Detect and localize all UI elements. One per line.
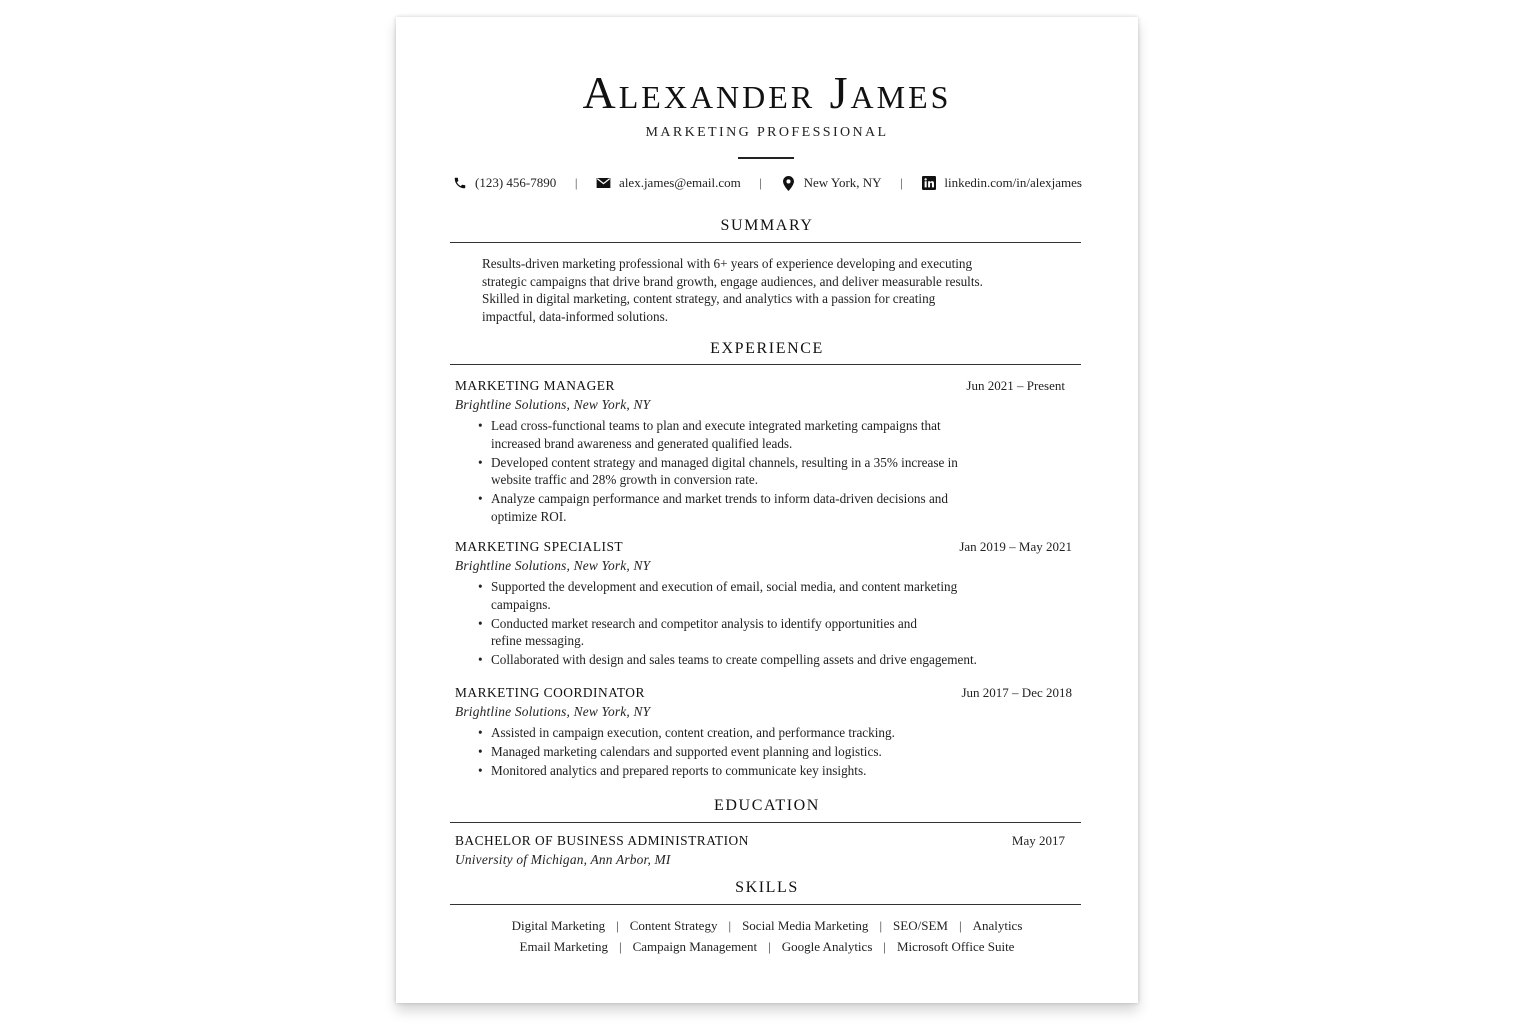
skill-item: Social Media Marketing <box>742 918 869 933</box>
job-entry <box>455 539 1075 670</box>
title-divider <box>738 157 794 159</box>
job-entry <box>455 378 1075 527</box>
job-company: Brightline Solutions, New York, NY <box>455 558 651 573</box>
experience-rule <box>450 364 1081 365</box>
summary-line: Results-driven marketing professional with 6+ years of experience developing and executing <box>482 256 973 271</box>
skills-list <box>396 915 1138 957</box>
degree-date: May 2017 <box>1011 833 1065 848</box>
skills-rule <box>450 904 1081 905</box>
skill-item: Analytics <box>972 918 1023 933</box>
job-bullet: • Collaborated with design and sales teams to create compelling assets and drive engagement. <box>491 651 1075 669</box>
location-pin-icon <box>781 176 796 191</box>
summary-heading: SUMMARY <box>720 217 814 234</box>
email-text: alex.james@email.com <box>619 175 741 190</box>
job-entry <box>455 685 1075 780</box>
skill-item: SEO/SEM <box>893 918 948 933</box>
skill-item: Google Analytics <box>781 939 873 954</box>
job-bullet: • Conducted market research and competitor analysis to identify opportunities and refine messaging. <box>491 615 1075 651</box>
resume-page <box>396 17 1138 1003</box>
job-bullet: • Developed content strategy and managed digital channels, resulting in a 35% increase in website traffic and 28% growth in conversion rate. <box>491 454 1075 490</box>
job-bullets <box>455 578 1075 669</box>
skills-row: Digital Marketing | Content Strategy | Social Media Marketing | SEO/SEM | Analytics <box>511 918 1023 933</box>
job-date: Jan 2019 – May 2021 <box>959 539 1072 554</box>
degree-title: BACHELOR OF BUSINESS ADMINISTRATION <box>455 833 749 848</box>
contact-email <box>596 175 741 191</box>
phone-text: (123) 456-7890 <box>475 175 557 190</box>
skill-item: Content Strategy <box>629 918 718 933</box>
contact-linkedin <box>921 175 1082 191</box>
education-rule <box>450 822 1081 823</box>
job-bullets <box>455 417 1075 526</box>
education-entry <box>455 833 1075 868</box>
summary-line: strategic campaigns that drive brand growth, engage audiences, and deliver measurable results. <box>482 273 983 289</box>
job-bullet: • Monitored analytics and prepared reports to communicate key insights. <box>491 762 1075 780</box>
school-name: University of Michigan, Ann Arbor, MI <box>455 852 671 867</box>
job-bullet: • Supported the development and execution of email, social media, and content marketing campaigns. <box>491 578 1075 614</box>
job-title: MARKETING SPECIALIST <box>455 539 624 554</box>
linkedin-icon <box>921 176 936 191</box>
education-heading: EDUCATION <box>714 797 820 814</box>
job-bullet: • Assisted in campaign execution, content creation, and performance tracking. <box>491 724 1075 742</box>
summary-line: impactful, data-informed solutions. <box>482 308 669 324</box>
job-title: MARKETING MANAGER <box>455 378 615 393</box>
job-title: MARKETING COORDINATOR <box>455 685 645 700</box>
phone-icon <box>452 176 467 191</box>
linkedin-text: linkedin.com/in/alexjames <box>944 175 1082 190</box>
summary-rule <box>450 242 1081 243</box>
experience-heading: EXPERIENCE <box>710 340 824 357</box>
contact-bar <box>452 173 1082 193</box>
skills-row: Email Marketing | Campaign Management | Google Analytics | Microsoft Office Suite <box>519 939 1015 954</box>
job-bullet: • Analyze campaign performance and market trends to inform data-driven decisions and optimize ROI. <box>491 490 1075 526</box>
job-company: Brightline Solutions, New York, NY <box>455 397 651 412</box>
job-company: Brightline Solutions, New York, NY <box>455 704 651 719</box>
skill-item: Microsoft Office Suite <box>897 939 1015 954</box>
contact-separator: | <box>900 175 903 190</box>
skill-item: Email Marketing <box>519 939 608 954</box>
mail-icon <box>596 176 611 191</box>
job-bullet: • Managed marketing calendars and supported event planning and logistics. <box>491 743 1075 761</box>
contact-separator: | <box>759 175 762 190</box>
job-date: Jun 2021 – Present <box>966 378 1065 393</box>
candidate-role: MARKETING PROFESSIONAL <box>645 125 889 140</box>
candidate-name: Alexander James <box>582 67 952 118</box>
job-date: Jun 2017 – Dec 2018 <box>961 685 1072 700</box>
summary-line: Skilled in digital marketing, content strategy, and analytics with a passion for creating <box>482 291 936 307</box>
contact-location <box>781 175 882 191</box>
location-text: New York, NY <box>803 175 882 190</box>
job-bullets <box>455 724 1075 779</box>
contact-separator: | <box>574 175 578 190</box>
job-bullet: • Lead cross-functional teams to plan and execute integrated marketing campaigns that increased brand awareness and generated qualified leads. <box>491 417 1075 453</box>
skills-heading: SKILLS <box>735 879 799 896</box>
summary-text <box>482 255 1052 325</box>
skill-item: Digital Marketing <box>511 918 606 933</box>
contact-phone <box>452 175 556 191</box>
skill-item: Campaign Management <box>632 939 758 954</box>
